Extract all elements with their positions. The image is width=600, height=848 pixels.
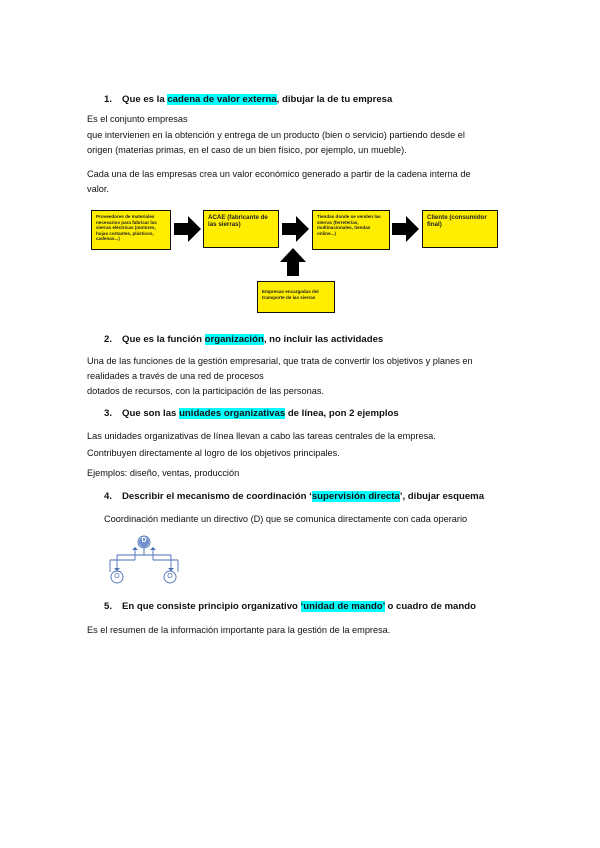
question-number: 1. bbox=[104, 94, 113, 105]
question-number: 4. bbox=[104, 491, 113, 502]
answer-line: Cada una de las empresas crea un valor económico generado a partir de la cadena interna de bbox=[87, 168, 471, 179]
answer-line: dotados de recursos, con la participación de las personas. bbox=[87, 386, 324, 396]
question-text-pre: Que es la bbox=[122, 94, 168, 105]
box-suppliers: Proveedores de materiales necesarios para fabricar las sierras eléctricas (motores, hojas cortantes, plásticos, cadenas...) bbox=[91, 210, 171, 250]
question-text-pre: En que consiste principio organizativo bbox=[122, 601, 301, 612]
director-label: D bbox=[141, 537, 147, 544]
question-text-post: o cuadro de mando bbox=[384, 601, 476, 612]
question-number: 2. bbox=[104, 334, 113, 345]
highlighted-term: supervisión directa bbox=[311, 491, 400, 502]
highlighted-term: unidades organizativas bbox=[179, 408, 286, 419]
question-number: 3. bbox=[104, 408, 113, 419]
answer-line: Contribuyen directamente al logro de los objetivos principales. bbox=[87, 447, 340, 458]
answer-line: Ejemplos: diseño, ventas, producción bbox=[87, 468, 240, 478]
box-transport: Empresas encargadas del transporte de las sierras bbox=[257, 281, 335, 313]
question-text-post: ’, dibujar esquema bbox=[399, 491, 485, 502]
box-stores: Tiendas donde se venden las sierras (ferreterías, multinacionales, tiendas online...) bbox=[312, 210, 390, 250]
answer-5 bbox=[87, 622, 390, 639]
question-text-pre: Describir el mecanismo de coordinación ‘ bbox=[122, 491, 312, 502]
highlighted-term: cadena de valor externa bbox=[167, 94, 277, 105]
answer-line: Coordinación mediante un directivo (D) que se comunica directamente con cada operario bbox=[104, 514, 468, 524]
question-5 bbox=[104, 601, 476, 612]
highlighted-term: organización bbox=[204, 334, 264, 345]
box-manufacturer: ACAE (fabricante de las sierras) bbox=[203, 210, 279, 248]
answer-line: origen (materias primas, en el caso de un bien físico, por ejemplo, un mueble). bbox=[87, 145, 407, 155]
answer-line: Es el resumen de la información importante para la gestión de la empresa. bbox=[87, 625, 391, 635]
question-number: 5. bbox=[104, 601, 113, 612]
operator-label-left: O bbox=[114, 573, 120, 580]
answer-line: que intervienen en la obtención y entrega de un producto (bien o servicio) partiendo desde el bbox=[87, 129, 465, 140]
question-text-post: , no incluir las actividades bbox=[263, 334, 384, 345]
operator-label-right: O bbox=[167, 573, 173, 580]
answer-line: Una de las funciones de la gestión empresarial, que trata de convertir los objetivos y planes en bbox=[87, 356, 473, 366]
answer-line: realidades a través de una red de procesos bbox=[87, 371, 264, 381]
question-text-pre: Que es la función bbox=[122, 334, 205, 345]
question-text-pre: Que son las bbox=[122, 408, 180, 419]
question-text-post: de línea, pon 2 ejemplos bbox=[285, 408, 399, 419]
answer-line: Las unidades organizativas de línea llevan a cabo las tareas centrales de la empresa. bbox=[87, 431, 436, 441]
answer-line: valor. bbox=[87, 184, 109, 194]
question-text-post: , dibujar la de tu empresa bbox=[276, 94, 393, 105]
highlighted-term: ‘unidad de mando’ bbox=[300, 601, 385, 612]
box-client: Cliente (consumidor final) bbox=[422, 210, 498, 248]
answer-line: Es el conjunto empresas bbox=[87, 114, 188, 124]
